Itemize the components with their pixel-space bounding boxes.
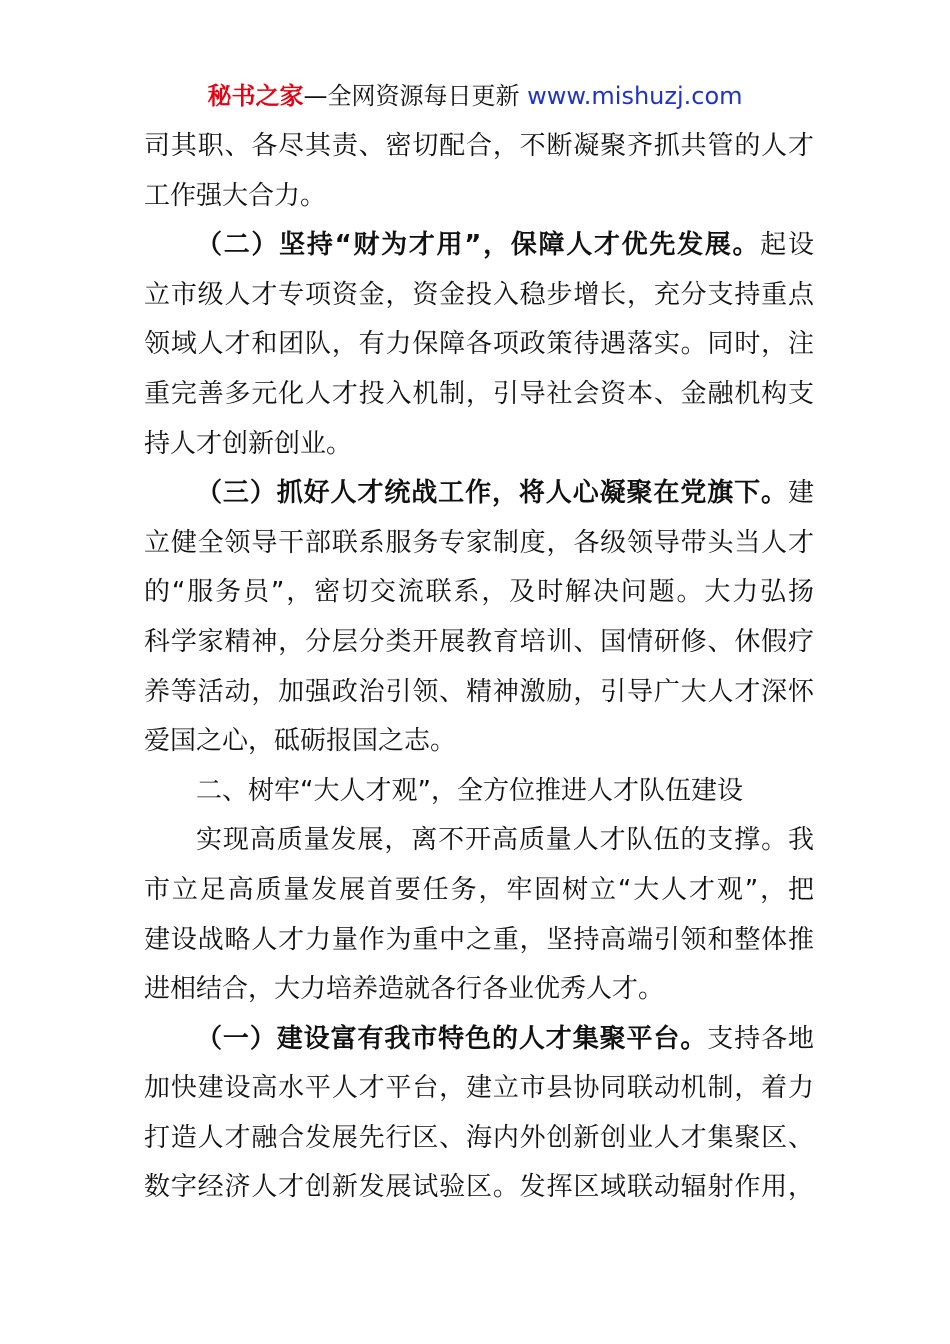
line-text: 领域人才和团队，有力保障各项政策待遇落实。同时，注 xyxy=(144,329,814,360)
line-text: 起设 xyxy=(760,230,814,261)
section-heading: （一）建设富有我市特色的人才集聚平台。 xyxy=(196,1023,708,1054)
line-text: 实现高质量发展，离不开高质量人才队伍的支撑。我 xyxy=(196,825,814,856)
text-line xyxy=(144,320,814,370)
section-heading-line xyxy=(144,469,814,519)
section-heading: （三）抓好人才统战工作，将人心凝聚在党旗下。 xyxy=(196,478,788,509)
text-line xyxy=(144,717,814,767)
section-heading-line xyxy=(144,1015,814,1065)
text-line xyxy=(144,916,814,966)
line-text: 建设战略人才力量作为重中之重，坚持高端引领和整体推 xyxy=(144,924,814,955)
line-text: 二、树牢“大人才观”，全方位推进人才队伍建设 xyxy=(196,775,743,806)
text-line xyxy=(144,668,814,718)
section-heading: （二）坚持“财为才用”，保障人才优先发展。 xyxy=(196,230,761,261)
line-text: 的“服务员”，密切交流联系，及时解决问题。大力弘扬 xyxy=(144,577,814,608)
text-line xyxy=(144,172,814,222)
document-body xyxy=(144,122,814,1213)
line-text: 立健全领导干部联系服务专家制度，各级领导带头当人才 xyxy=(144,527,814,558)
line-text: 科学家精神，分层分类开展教育培训、国情研修、休假疗 xyxy=(144,626,814,657)
line-text: 市立足高质量发展首要任务，牢固树立“大人才观”，把 xyxy=(144,874,814,905)
text-line xyxy=(144,568,814,618)
line-text: 立市级人才专项资金，资金投入稳步增长，充分支持重点 xyxy=(144,279,814,310)
line-text: 养等活动，加强政治引领、精神激励，引导广大人才深怀 xyxy=(144,676,814,707)
section-heading-line xyxy=(144,221,814,271)
text-line xyxy=(144,420,814,470)
brand-name: 秘书之家 xyxy=(207,82,304,110)
line-text: 数字经济人才创新发展试验区。发挥区域联动辐射作用， xyxy=(144,1172,814,1203)
site-url-link[interactable]: www.mishuzj.com xyxy=(527,82,743,110)
line-text: 重完善多元化人才投入机制，引导社会资本、金融机构支 xyxy=(144,378,814,409)
text-line xyxy=(144,122,814,172)
line-text: 支持各地 xyxy=(707,1023,814,1054)
chapter-heading xyxy=(144,767,814,817)
text-line xyxy=(144,519,814,569)
text-line xyxy=(144,816,814,866)
text-line xyxy=(144,618,814,668)
line-text: 打造人才融合发展先行区、海内外创新创业人才集聚区、 xyxy=(144,1122,814,1153)
text-line xyxy=(144,370,814,420)
text-line xyxy=(144,1114,814,1164)
text-line xyxy=(144,271,814,321)
header-tagline: —全网资源每日更新 xyxy=(303,82,528,110)
line-text: 建 xyxy=(787,478,814,509)
line-text: 爱国之心，砥砺报国之志。 xyxy=(144,726,457,757)
text-line xyxy=(144,965,814,1015)
line-text: 加快建设高水平人才平台，建立市县协同联动机制，着力 xyxy=(144,1073,814,1104)
line-text: 进相结合，大力培养造就各行各业优秀人才。 xyxy=(144,974,665,1005)
line-text: 持人才创新创业。 xyxy=(144,428,353,459)
site-header xyxy=(0,80,950,112)
line-text: 工作强大合力。 xyxy=(144,180,327,211)
text-line xyxy=(144,1163,814,1213)
line-text: 司其职、各尽其责、密切配合，不断凝聚齐抓共管的人才 xyxy=(144,131,814,161)
text-line xyxy=(144,866,814,916)
text-line xyxy=(144,1064,814,1114)
